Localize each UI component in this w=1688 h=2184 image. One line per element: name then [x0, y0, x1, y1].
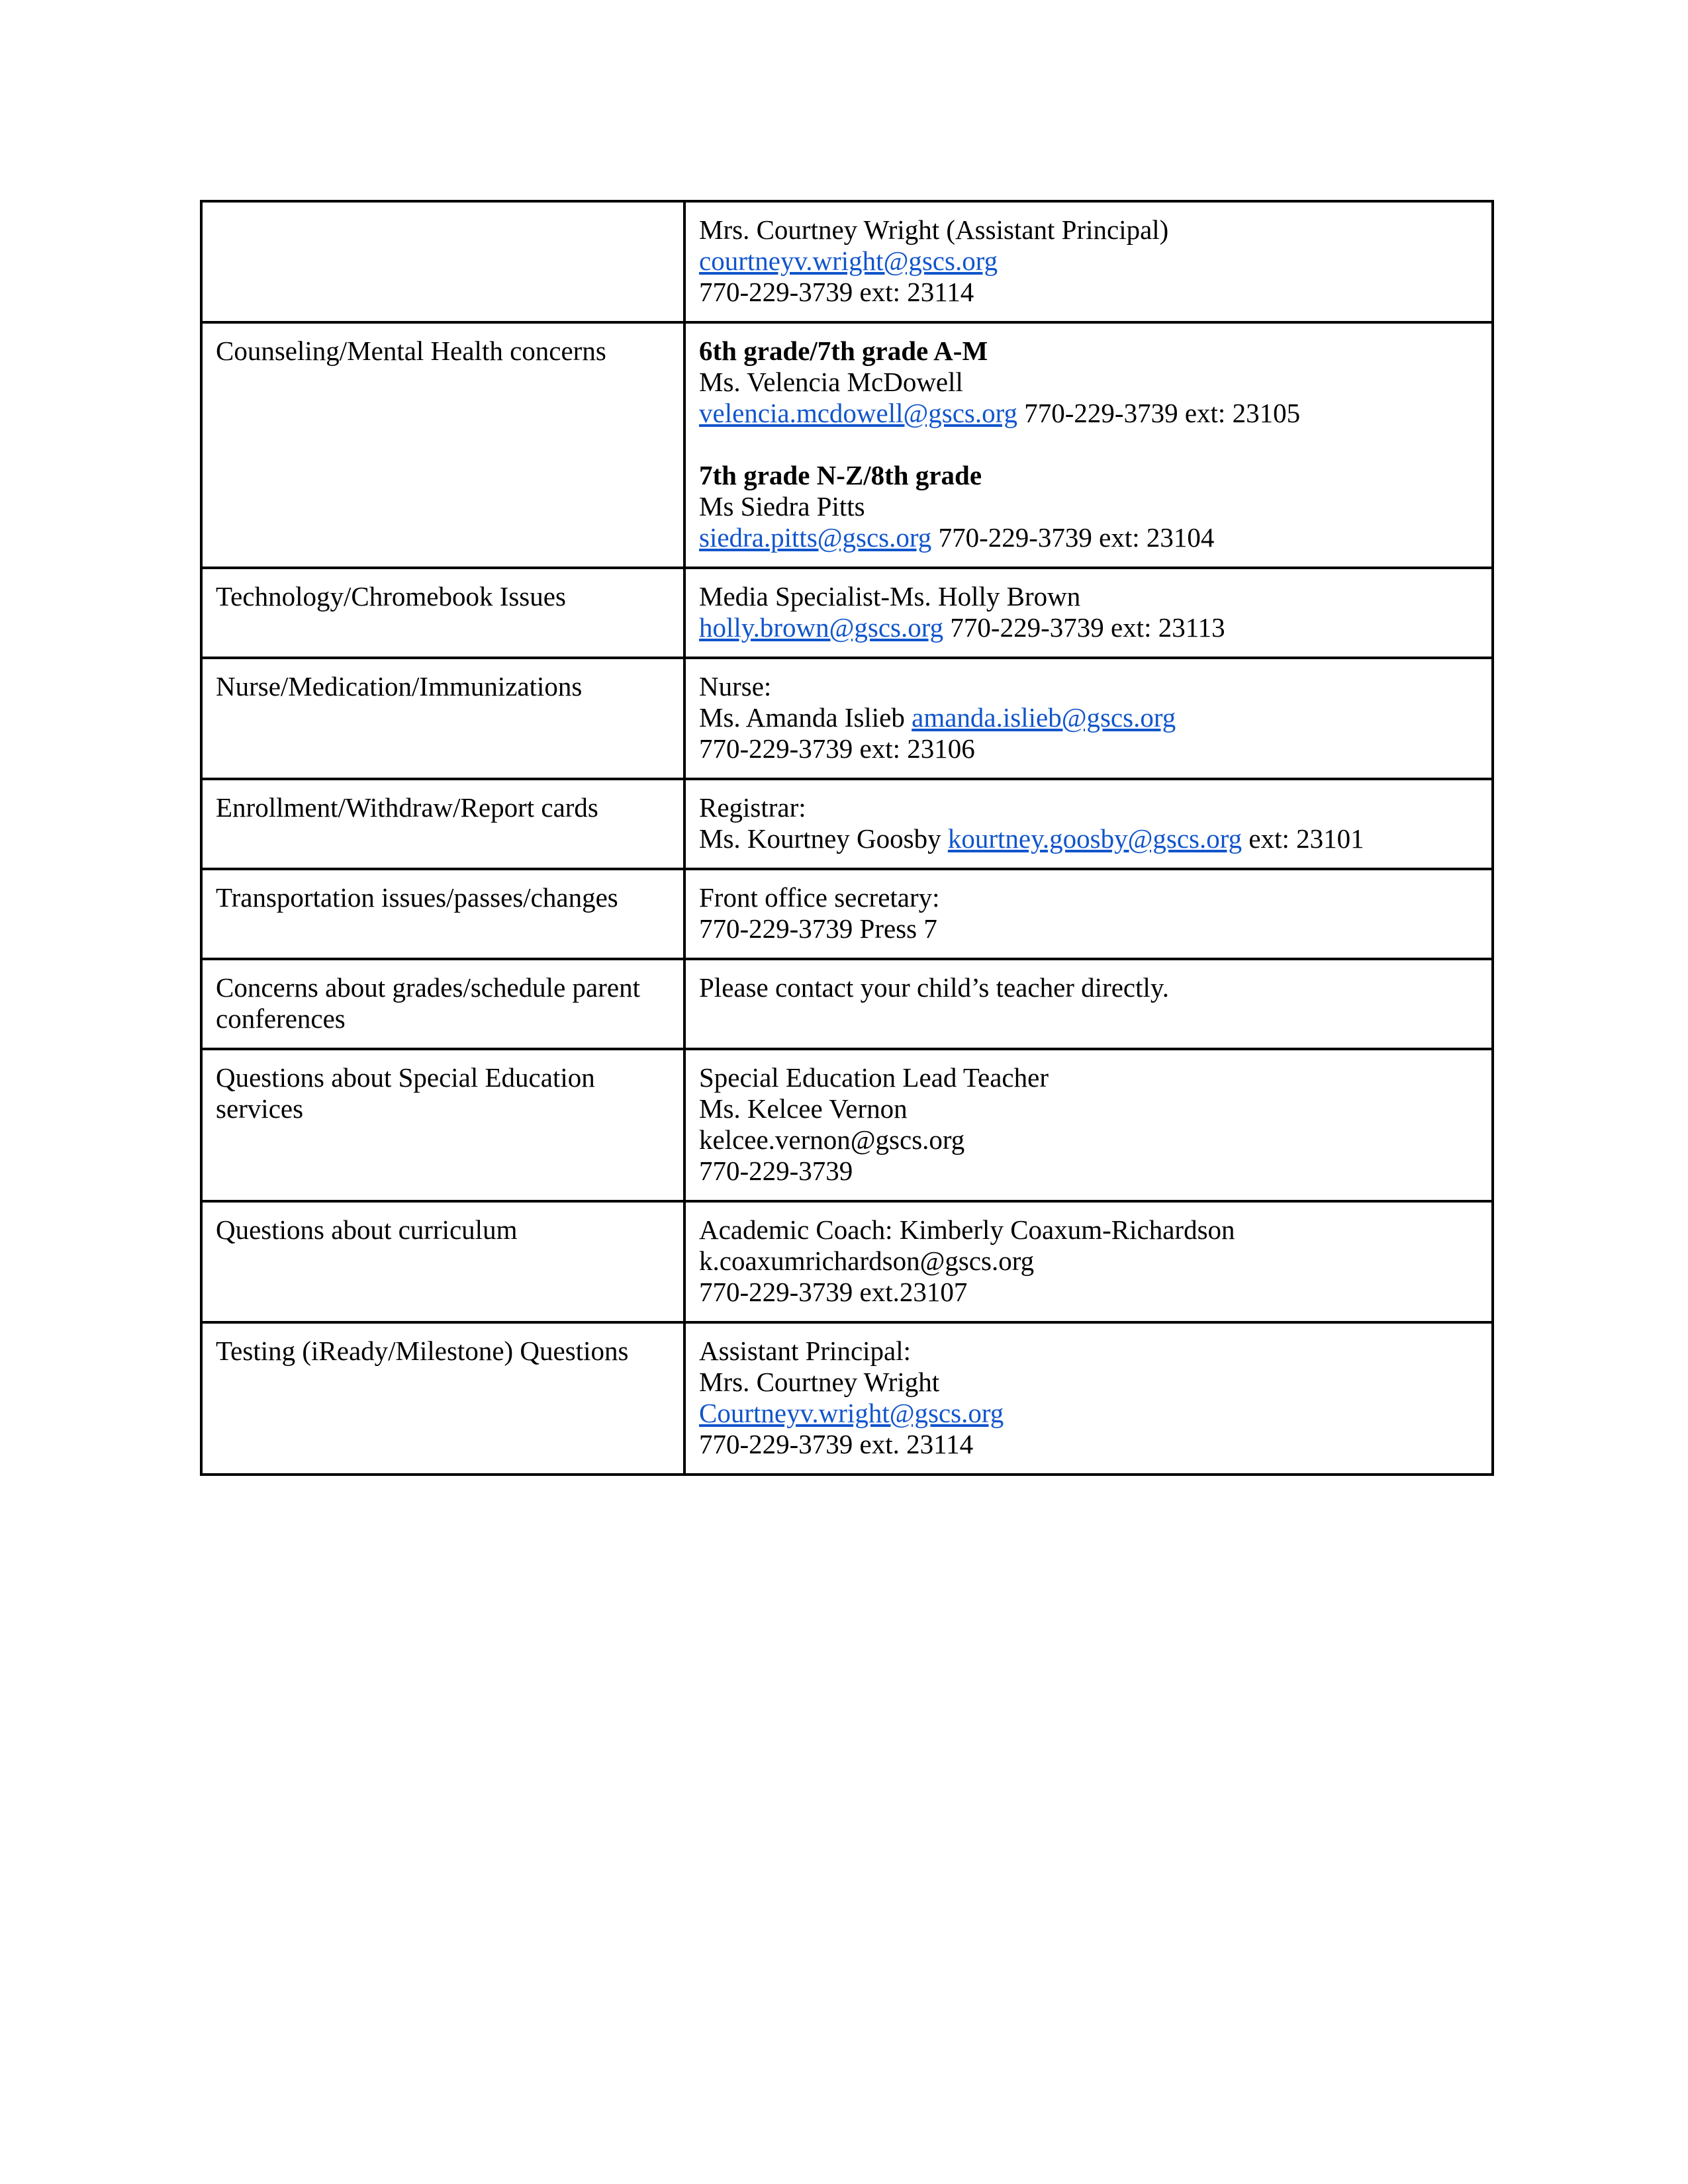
line-text: Ms. Kelcee Vernon: [699, 1093, 908, 1124]
contact-line: [699, 214, 1478, 246]
table-row: [201, 1049, 1493, 1201]
email-link[interactable]: courtneyv.wright@gscs.org: [699, 246, 998, 276]
contact-line: [699, 1156, 1478, 1187]
topic-cell: Nurse/Medication/Immunizations: [201, 658, 684, 779]
contact-cell: [684, 201, 1493, 322]
line-text: 770-229-3739 ext.23107: [699, 1277, 968, 1307]
table-row: [201, 1201, 1493, 1322]
topic-cell: [201, 201, 684, 322]
email-link[interactable]: holly.brown@gscs.org: [699, 612, 944, 643]
topic-cell: Concerns about grades/schedule parent conferences: [201, 959, 684, 1049]
contact-cell: [684, 1201, 1493, 1322]
topic-cell: Enrollment/Withdraw/Report cards: [201, 779, 684, 869]
phone-text: 770-229-3739 ext: 23104: [931, 522, 1215, 553]
contact-line: [699, 1246, 1478, 1277]
contact-cell: [684, 959, 1493, 1049]
line-text: Media Specialist-Ms. Holly Brown: [699, 581, 1081, 612]
contact-cell: [684, 322, 1493, 568]
contact-name: Ms. Kourtney Goosby: [699, 823, 948, 854]
table-row: [201, 322, 1493, 568]
contact-line: [699, 792, 1478, 823]
contact-cell: [684, 658, 1493, 779]
table-row: [201, 658, 1493, 779]
line-text: Ms. Velencia McDowell: [699, 367, 963, 397]
line-text: Front office secretary:: [699, 882, 940, 913]
contact-line: [699, 1062, 1478, 1093]
contact-cell: [684, 1322, 1493, 1475]
line-text: 770-229-3739 ext: 23114: [699, 277, 974, 307]
contact-cell: [684, 869, 1493, 959]
email-link[interactable]: Courtneyv.wright@gscs.org: [699, 1398, 1004, 1428]
table-row: [201, 779, 1493, 869]
contact-line: [699, 1277, 1478, 1308]
email-link[interactable]: siedra.pitts@gscs.org: [699, 522, 932, 553]
table-row: [201, 869, 1493, 959]
email-link[interactable]: kourtney.goosby@gscs.org: [947, 823, 1243, 854]
contact-line: [699, 733, 1478, 764]
table-row: [201, 201, 1493, 322]
contact-line: [699, 1214, 1478, 1246]
contact-line: [699, 1429, 1478, 1460]
contact-line: [699, 367, 1478, 398]
topic-cell: Questions about Special Education services: [201, 1049, 684, 1201]
contact-line: [699, 612, 1478, 643]
topic-cell: Questions about curriculum: [201, 1201, 684, 1322]
line-text: k.coaxumrichardson@gscs.org: [699, 1246, 1035, 1276]
line-text: 770-229-3739: [699, 1156, 853, 1186]
topic-cell: Transportation issues/passes/changes: [201, 869, 684, 959]
table-row: [201, 568, 1493, 658]
contact-cell: [684, 1049, 1493, 1201]
contact-line: [699, 1124, 1478, 1156]
contact-line: [699, 277, 1478, 308]
contacts-table-body: [201, 201, 1493, 1475]
contact-line: [699, 491, 1478, 522]
contact-line: [699, 823, 1478, 854]
topic-cell: Counseling/Mental Health concerns: [201, 322, 684, 568]
line-text: 770-229-3739 Press 7: [699, 913, 937, 944]
contact-line: [699, 1398, 1478, 1429]
contact-line: [699, 671, 1478, 702]
line-text: Mrs. Courtney Wright (Assistant Principal): [699, 214, 1169, 245]
contact-name: Ms. Amanda Islieb: [699, 702, 912, 733]
contact-line: [699, 702, 1478, 733]
contact-line: [699, 972, 1478, 1003]
line-text: Assistant Principal:: [699, 1336, 912, 1366]
line-text: kelcee.vernon@gscs.org: [699, 1124, 965, 1155]
table-row: [201, 959, 1493, 1049]
contact-line: [699, 882, 1478, 913]
phone-text: 770-229-3739 ext: 23113: [943, 612, 1225, 643]
topic-cell: Testing (iReady/Milestone) Questions: [201, 1322, 684, 1475]
contact-line: [699, 581, 1478, 612]
line-text: Academic Coach: Kimberly Coaxum-Richardson: [699, 1214, 1235, 1245]
line-text: 7th grade N-Z/8th grade: [699, 460, 982, 490]
contact-line: [699, 913, 1478, 944]
email-link[interactable]: amanda.islieb@gscs.org: [912, 702, 1176, 733]
contact-line: [699, 398, 1478, 429]
line-text: Mrs. Courtney Wright: [699, 1367, 940, 1397]
group-heading: [699, 336, 1478, 367]
contact-line: [699, 246, 1478, 277]
contact-line: [699, 1336, 1478, 1367]
line-text: 770-229-3739 ext: 23106: [699, 733, 975, 764]
email-link[interactable]: velencia.mcdowell@gscs.org: [699, 398, 1018, 428]
line-text: 6th grade/7th grade A-M: [699, 336, 988, 366]
line-text: Registrar:: [699, 792, 806, 823]
line-text: Nurse:: [699, 671, 772, 702]
contact-cell: [684, 779, 1493, 869]
line-text: Ms Siedra Pitts: [699, 491, 865, 522]
contact-line: [699, 522, 1478, 553]
line-spacer: [699, 429, 1478, 460]
contact-line: [699, 1093, 1478, 1124]
line-text: Please contact your child’s teacher directly.: [699, 972, 1169, 1003]
line-text: Special Education Lead Teacher: [699, 1062, 1049, 1093]
phone-text: ext: 23101: [1242, 823, 1364, 854]
contact-line: [699, 1367, 1478, 1398]
phone-text: 770-229-3739 ext: 23105: [1017, 398, 1301, 428]
line-text: 770-229-3739 ext. 23114: [699, 1429, 974, 1459]
topic-cell: Technology/Chromebook Issues: [201, 568, 684, 658]
contacts-table: [200, 200, 1494, 1476]
contact-cell: [684, 568, 1493, 658]
table-row: [201, 1322, 1493, 1475]
group-heading: [699, 460, 1478, 491]
